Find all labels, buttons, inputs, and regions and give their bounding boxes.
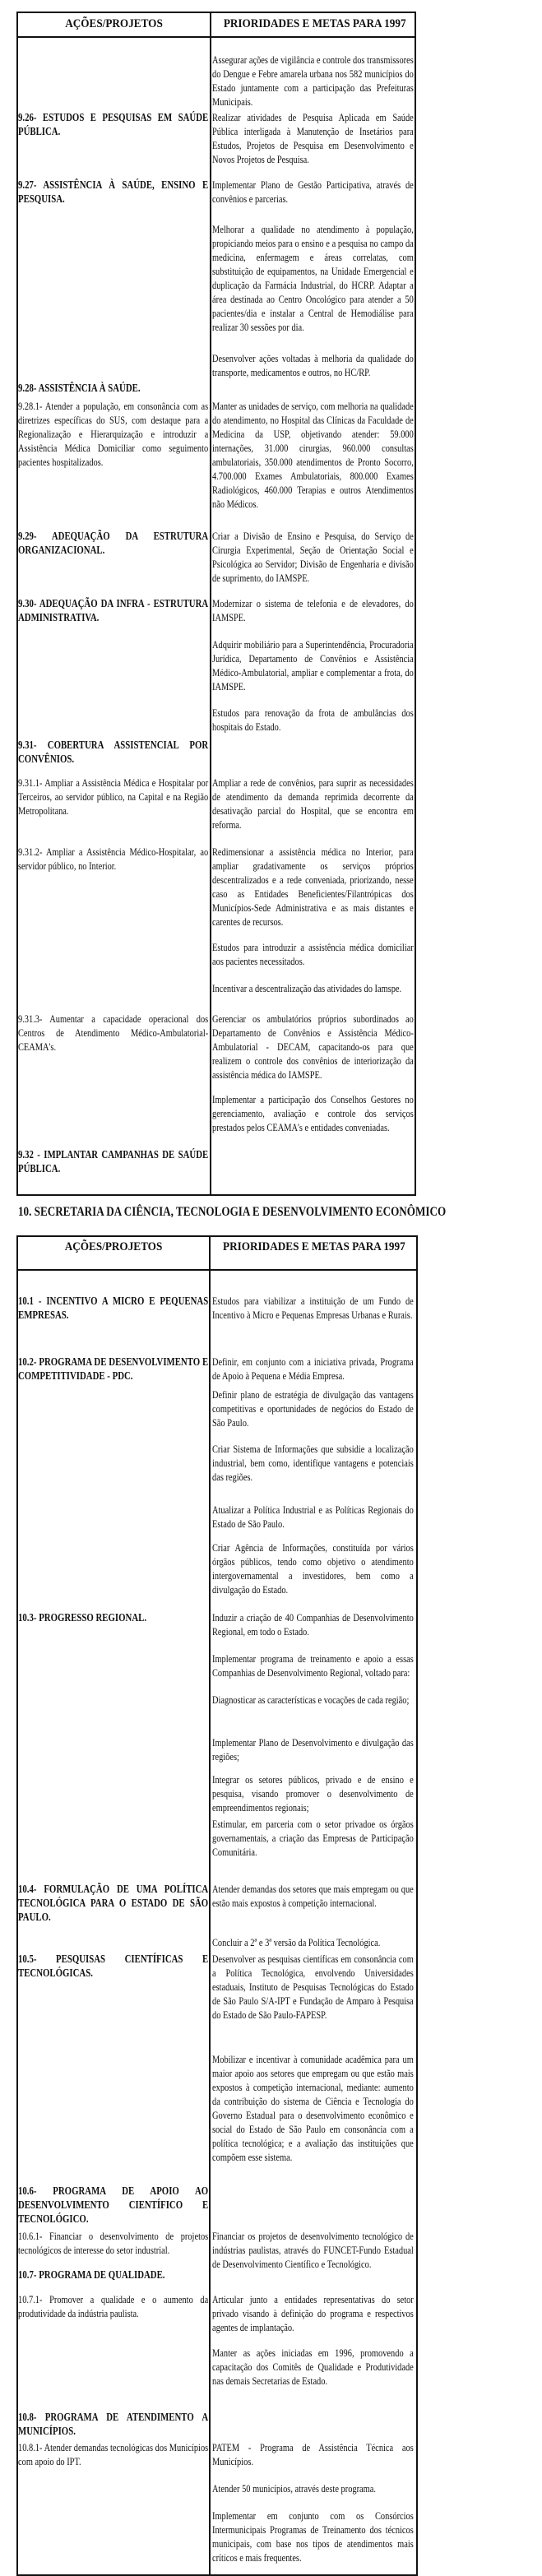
column-divider [210,13,211,1194]
action-heading: 9.29- ADEQUAÇÃO DA ESTRUTURA ORGANIZACIONAL. [18,530,209,556]
goal-item: Manter as ações iniciadas em 1996, promovendo a capacitação dos Comitês de Qualidade e Produtividade nas demais Secretarias de Estado. [212,2347,414,2387]
goal-item: Implementar Plano de Desenvolvimento e divulgação das regiões; [212,1736,414,1763]
goal-item: PATEM - Programa de Assistência Técnica aos Municípios. [212,2441,414,2467]
goal-item: Articular junto a entidades representativas do setor privado visando à definição do programa e respectivos agentes de implantação. [212,2293,414,2333]
goal-item: Concluir a 2ª e 3ª versão da Política Tecnológica. [212,1936,381,1948]
goal-item: Criar a Divisão de Ensino e Pesquisa, do Serviço de Cirurgia Experimental, Seção de Orientação Social e Psicológica ao Servidor; Divisão de Engenharia e divisão de suprimento, do IAMSPE. [212,530,414,584]
goal-item: Redimensionar a assistência médica no Interior, para ampliar gradativamente os serviços próprios descentralizados e a rede conveniada, priorizando, nesse caso as Entidades Beneficientes/Filantrópicas dos Municípios-Sede Administrativa e as mais distantes e carentes de recursos. [212,846,414,928]
goal-item: Induzir a criação de 40 Companhias de Desenvolvimento Regional, em todo o Estado. [212,1611,414,1638]
goal-item: Implementar em conjunto com os Consórcios Intermunicipais Programas de Treinamento dos técnicos municipais, com base nos tipos de atendimentos mais críticos e mais frequentes. [212,2509,414,2564]
goal-item: Financiar os projetos de desenvolvimento tecnológico de indústrias paulistas, através do FUNCET-Fundo Estadual de Desenvolvimento Científico e Tecnológico. [212,2230,414,2270]
action-heading: 9.27- ASSISTÊNCIA À SAÚDE, ENSINO E PESQUISA. [18,178,209,205]
goal-item: Gerenciar os ambulatórios próprios subordinados ao Departamento de Convênios e Assistência Médico-Ambulatorial - DECAM, capacitando-os para que realizem o controle dos convênios de interiorização da assistência médica do IAMSPE. [212,1012,414,1081]
column-header-prioridades: PRIORIDADES E METAS PARA 1997 [223,17,406,30]
goal-item: Integrar os setores públicos, privado e de ensino e pesquisa, visando promover o desenvolvimento de empreendimentos regionais; [212,1773,414,1814]
action-item: 9.28.1- Atender a população, em consonância com as diretrizes específicas do SUS, com destaque para a Regionalização e Hierarquização e introduzir a Assistência Médica Domiciliar como seguimento pacientes hospitalizados. [18,400,209,468]
action-heading: 10.4- FORMULAÇÃO DE UMA POLÍTICA TECNOLÓGICA PARA O ESTADO DE SÃO PAULO. [18,1883,209,1923]
goal-item: Criar Agência de Informações, constituída por vários órgãos públicos, tendo como objetivo o atendimento intergovernamental a investidores, bem como a divulgação do Estado. [212,1541,414,1596]
action-heading: 10.7- PROGRAMA DE QUALIDADE. [18,2268,165,2281]
action-heading: 9.31- COBERTURA ASSISTENCIAL POR CONVÊNIOS. [18,739,209,765]
action-heading: 9.30- ADEQUAÇÃO DA INFRA - ESTRUTURA ADMINISTRATIVA. [18,597,209,623]
action-item: 9.31.2- Ampliar a Assistência Médico-Hospitalar, ao servidor público, no Interior. [18,846,209,872]
action-heading: 10.3- PROGRESSO REGIONAL. [18,1611,147,1624]
goal-item: Modernizar o sistema de telefonia e de elevadores, do IAMSPE. [212,597,414,623]
action-heading: 9.32 - IMPLANTAR CAMPANHAS DE SAÚDE PÚBLICA. [18,1148,209,1174]
goal-item: Implementar programa de treinamento e apoio a essas Companhias de Desenvolvimento Regional, voltado para: [212,1652,414,1679]
action-heading: 10.2- PROGRAMA DE DESENVOLVIMENTO E COMPETITIVIDADE - PDC. [18,1355,209,1382]
column-header-prioridades: PRIORIDADES E METAS PARA 1997 [223,1240,405,1253]
goal-item: Definir, em conjunto com a iniciativa privada, Programa de Apoio à Pequena e Média Empresa. [212,1355,414,1382]
action-item: 10.7.1- Promover a qualidade e o aumento da produtividade da indústria paulista. [18,2293,209,2319]
section-title: 10. SECRETARIA DA CIÊNCIA, TECNOLOGIA E DESENVOLVIMENTO ECONÔMICO [18,1205,447,1219]
goal-item: Melhorar a qualidade no atendimento à população, propiciando meios para o ensino e a pesquisa no campo da medicina, enfermagem e áreas correlatas, com substituição de equipamentos, na Unidade Emergencial e duplicação da Farmácia Industrial, do HCRP. Adaptar a área destinada ao Centro Oncológico para atender a 50 pacientes/dia e instalar a Central de Hemodiálise para realizar 30 sessões por dia. [212,223,414,333]
action-item: 9.31.1- Ampliar a Assistência Médica e Hospitalar por Terceiros, ao servidor público, na Capital e na Região Metropolitana. [18,776,209,817]
action-heading: 10.5- PESQUISAS CIENTÍFICAS E TECNOLÓGICAS. [18,1953,209,1979]
goal-item: Desenvolver ações voltadas à melhoria da qualidade do transporte, medicamentos e outros, no HC/RP. [212,352,414,378]
goal-item: Manter as unidades de serviço, com melhoria na qualidade do atendimento, no Hospital das Clínicas da Faculdade de Medicina da USP, objetivando atender: 59.000 internações, 31.000 cirurgias, 960.000 consultas ambulatoriais, 350.000 atendimentos de Pronto Socorro, 4.700.000 Exames Ambulatoriais, 800.000 Exames Radiológicos, 460.000 Terapias e outros Atendimentos não Médicos. [212,400,414,510]
goal-item: Estudos para viabilizar a instituição de um Fundo de Incentivo à Micro e Pequenas Empresas Urbanas e Rurais. [212,1295,414,1321]
goal-item: Implementar Plano de Gestão Participativa, através de convênios e parcerias. [212,178,414,205]
goal-item: Assegurar ações de vigilância e controle dos transmissores do Dengue e Febre amarela urbana nos 582 municípios do Estado juntamente com a participação das Prefeituras Municipais. [212,53,414,108]
goal-item: Estimular, em parceria com o setor privadoe os órgãos governamentais, a criação das Empresas de Participação Comunitária. [212,1818,414,1858]
action-item: 9.31.3- Aumentar a capacidade operacional dos Centros de Atendimento Médico-Ambulatorial-CEAMA's. [18,1012,209,1053]
header-divider [18,36,415,38]
goal-item: Adquirir mobiliário para a Superintendência, Procuradoria Jurídica, Departamento de Convênios e Assistência Médico-Ambulatorial, ampliar e complementar a frota, do IAMSPE. [212,638,414,693]
goal-item: Implementar a participação dos Conselhos Gestores no gerenciamento, avaliação e controle dos serviços prestados pelos CEAMA's e entidades conveniadas. [212,1093,414,1133]
goal-item: Incentivar a descentralização das atividades do Iamspe. [212,982,402,994]
goal-item: Estudos para introduzir a assistência médica domiciliar aos pacientes necessitados. [212,941,414,967]
header-divider [18,1269,416,1271]
goal-item: Diagnosticar as características e vocações de cada região; [212,1693,410,1706]
goal-item: Realizar atividades de Pesquisa Aplicada em Saúde Pública interligada à Manutenção de Insetários para Estudos, Projetos de Pesquisa em Desenvolvimento e Novos Projetos de Pesquisa. [212,111,414,165]
goal-item: Definir plano de estratégia de divulgação das vantagens competitivas e oportunidades de negócios do Estado de São Paulo. [212,1388,414,1429]
action-item: 10.8.1- Atender demandas tecnológicas dos Municípios com apoio do IPT. [18,2441,209,2467]
goal-item: Atender demandas dos setores que mais empregam ou que estão mais expostos à competição internacional. [212,1883,414,1909]
action-heading: 9.28- ASSISTÊNCIA À SAÚDE. [18,382,141,394]
column-divider [209,1237,211,2574]
column-header-acoes: AÇÕES/PROJETOS [64,1240,163,1253]
action-heading: 10.1 - INCENTIVO A MICRO E PEQUENAS EMPRESAS. [18,1295,209,1321]
goal-item: Ampliar a rede de convênios, para suprir as necessidades de atendimento da demanda reprimida decorrente da desativação parcial do Hospital, que se encontra em reforma. [212,776,414,831]
action-heading: 10.6- PROGRAMA DE APOIO AO DESENVOLVIMENTO CIENTÍFICO E TECNOLÓGICO. [18,2185,209,2225]
action-item: 10.6.1- Financiar o desenvolvimento de projetos tecnológicos de interesse do setor industrial. [18,2230,209,2256]
column-header-acoes: AÇÕES/PROJETOS [65,17,163,30]
goal-item: Criar Sistema de Informações que subsidie a localização industrial, bem como, identifique vantagens e potenciais das regiões. [212,1443,414,1483]
action-heading: 10.8- PROGRAMA DE ATENDIMENTO A MUNICÍPIOS. [18,2411,209,2437]
goal-item: Atualizar a Política Industrial e as Políticas Regionais do Estado de São Paulo. [212,1503,414,1530]
goal-item: Mobilizar e incentivar à comunidade acadêmica para um maior apoio aos setores que empregam ou que estão mais expostos à competição internacional, mediante: aumento da contribuição do sistema de Ciência e Tecnologia do Governo Estadual para o desenvolvimento econômico e social do Estado de São Paulo em consonância com a política tecnológica; e a avaliação das instituições que compõem esse sistema. [212,2053,414,2163]
goal-item: Atender 50 municípios, através deste programa. [212,2482,376,2495]
goal-item: Estudos para renovação da frota de ambulâncias dos hospitais do Estado. [212,707,414,733]
action-heading: 9.26- ESTUDOS E PESQUISAS EM SAÚDE PÚBLICA. [18,111,209,137]
goal-item: Desenvolver as pesquisas científicas em consonância com a Política Tecnológica, envolvendo Universidades estaduais, Instituto de Pesquisas Tecnológicas do Estado de São Paulo S/A-IPT e Fundação de Amparo à Pesquisa do Estado de São Paulo-FAPESP. [212,1953,414,2021]
